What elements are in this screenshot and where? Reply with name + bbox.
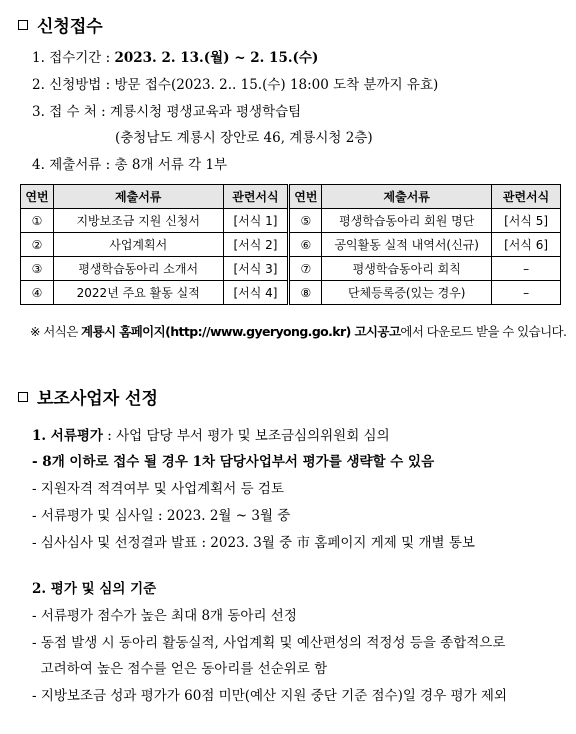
item-label: 접 수 처 : [49,104,111,120]
subsection-desc: : 사업 담당 부서 평가 및 보조금심의위원회 심의 [102,428,390,444]
table-cell: [서식 1] [223,209,289,233]
checkbox-square-icon [18,20,28,30]
bullet-item-continuation: 고려하여 높은 점수를 얻은 동아리를 선순위로 함 [32,661,328,677]
item-label: 제출서류 : [49,157,115,173]
bullet-item: - 서류평가 및 심사일 : 2023. 2월 ~ 3월 중 [32,508,291,524]
subsection-heading [32,424,390,444]
list-item [32,73,438,93]
subsection-heading: 2. 평가 및 심의 기준 [32,581,157,597]
list-item [32,46,318,66]
item-value: 방문 접수(2023. 2.. 15.(수) 18:00 도착 분까지 유효) [114,77,439,93]
table-cell: – [492,257,561,281]
table-cell: [서식 6] [492,233,561,257]
item-label: 접수기간 : [49,50,115,66]
table-cell: 지방보조금 지원 신청서 [53,209,223,233]
column-header: 연번 [21,185,54,209]
list-item [32,153,227,173]
item-label: 신청방법 : [49,77,115,93]
item-number: 2. [32,77,45,93]
table-cell: [서식 4] [223,281,289,305]
item-value: 계룡시청 평생교육과 평생학습팀 [110,104,302,120]
section-heading-selection [18,384,158,409]
item-number: 1. [32,50,45,66]
table-row [21,209,561,233]
table-cell: 평생학습동아리 소개서 [53,257,223,281]
bullet-item: - 지원자격 적격여부 및 사업계획서 등 검토 [32,481,285,497]
item-value: 총 8개 서류 각 1부 [114,157,228,173]
column-header: 관련서식 [492,185,561,209]
table-row [21,257,561,281]
table-row [21,281,561,305]
table-cell: ④ [21,281,54,305]
subsection-title: 1. 서류평가 [32,428,103,444]
bullet-item: - 심사심사 및 선정결과 발표 : 2023. 3월 중 市 홈페이지 게제 및 개별 통보 [32,535,475,551]
list-item [32,100,301,120]
table-cell: ③ [21,257,54,281]
table-cell: ⑥ [289,233,322,257]
item-number: 4. [32,157,45,173]
column-header: 제출서류 [322,185,492,209]
table-cell: ② [21,233,54,257]
table-cell: 2022년 주요 활동 실적 [53,281,223,305]
documents-table [20,184,561,305]
bullet-item: - 8개 이하로 접수 될 경우 1차 담당사업부서 평가를 생략할 수 있음 [32,454,435,470]
bullet-item: - 동점 발생 시 동아리 활동실적, 사업계획 및 예산편성의 적정성 등을 종합적으로 [32,635,506,651]
table-cell: ⑧ [289,281,322,305]
section-heading-application [18,12,103,37]
bullet-item: - 지방보조금 성과 평가가 60점 미만(예산 지원 중단 기준 점수)일 경우 평가 제외 [32,688,507,704]
column-header: 제출서류 [53,185,223,209]
list-item-address [115,126,373,146]
table-cell: 사업계획서 [53,233,223,257]
note-prefix: ※ 서식은 [30,324,82,339]
table-cell: [서식 5] [492,209,561,233]
table-cell: ① [21,209,54,233]
item-number: 3. [32,104,45,120]
download-note [30,322,566,340]
table-cell: [서식 3] [223,257,289,281]
table-cell: [서식 2] [223,233,289,257]
table-header-row [21,185,561,209]
section-title: 신청접수 [37,17,103,37]
table-cell: 단체등록증(있는 경우) [322,281,492,305]
table-cell: 평생학습동아리 회원 명단 [322,209,492,233]
bullet-item: - 서류평가 점수가 높은 최대 8개 동아리 선정 [32,608,297,624]
table-cell: 평생학습동아리 회칙 [322,257,492,281]
section-title: 보조사업자 선정 [37,389,158,409]
column-header: 연번 [289,185,322,209]
item-value: (충청남도 계룡시 장안로 46, 계룡시청 2층) [115,130,373,146]
table-cell: ⑤ [289,209,322,233]
note-suffix: 에서 다운로드 받을 수 있습니다. [400,324,567,339]
note-link-text: 계룡시 홈페이지(http://www.gyeryong.go.kr) 고시공고 [81,324,401,339]
table-row [21,233,561,257]
checkbox-square-icon [18,392,28,402]
item-value: 2023. 2. 13.(월) ~ 2. 15.(수) [114,50,319,66]
table-cell: – [492,281,561,305]
column-header: 관련서식 [223,185,289,209]
table-cell: 공익활동 실적 내역서(신규) [322,233,492,257]
table-cell: ⑦ [289,257,322,281]
